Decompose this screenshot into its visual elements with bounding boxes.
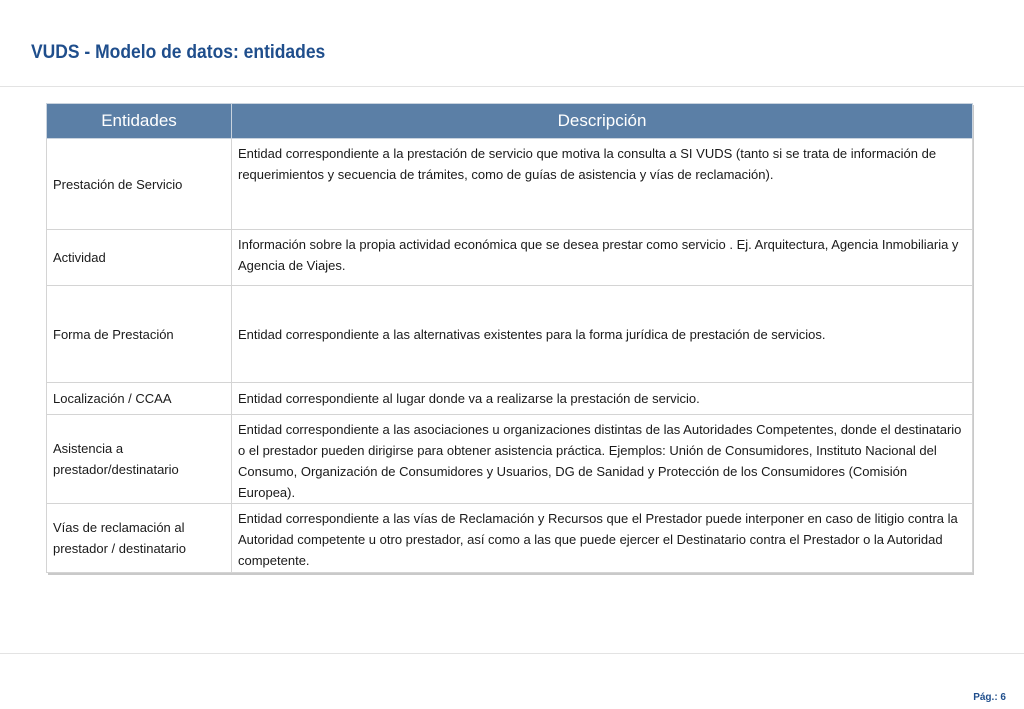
description-cell: Información sobre la propia actividad económica que se desea prestar como servicio . Ej. Arquitectura, Agencia Inmobiliaria y Agencia de Viajes.	[232, 230, 973, 286]
entity-cell: Asistencia a prestador/destinatario	[47, 415, 232, 504]
footer-divider	[0, 653, 1024, 654]
entity-cell: Localización / CCAA	[47, 383, 232, 415]
table-row	[47, 415, 973, 504]
column-header-entidades: Entidades	[47, 104, 232, 139]
entities-table	[46, 103, 973, 573]
entity-cell: Prestación de Servicio	[47, 139, 232, 230]
header-divider	[0, 86, 1024, 87]
entity-cell: Vías de reclamación al prestador / destinatario	[47, 504, 232, 573]
table-row	[47, 383, 973, 415]
entities-table-container	[46, 103, 972, 573]
column-header-descripcion: Descripción	[232, 104, 973, 139]
table-row	[47, 504, 973, 573]
table-row	[47, 286, 973, 383]
page-number: Pág.: 6	[973, 692, 1006, 703]
table-row	[47, 139, 973, 230]
description-cell: Entidad correspondiente a las alternativas existentes para la forma jurídica de prestación de servicios.	[232, 286, 973, 383]
page-title: VUDS - Modelo de datos: entidades	[31, 42, 326, 63]
description-cell: Entidad correspondiente a la prestación de servicio que motiva la consulta a SI VUDS (tanto si se trata de información de requerimientos y secuencia de trámites, como de guías de asistencia y vías de reclamación).	[232, 139, 973, 230]
description-cell: Entidad correspondiente al lugar donde va a realizarse la prestación de servicio.	[232, 383, 973, 415]
entity-cell: Actividad	[47, 230, 232, 286]
description-cell: Entidad correspondiente a las asociaciones u organizaciones distintas de las Autoridades Competentes, donde el destinatario o el prestador pueden dirigirse para obtener asistencia práctica. Ejemplos: Unión de Consumidores, Instituto Nacional del Consumo, Organización de Consumidores y Usuarios, DG de Sanidad y Protección de los Consumidores (Comisión Europea).	[232, 415, 973, 504]
entity-cell: Forma de Prestación	[47, 286, 232, 383]
table-header-row	[47, 104, 973, 139]
description-cell: Entidad correspondiente a las vías de Reclamación y Recursos que el Prestador puede interponer en caso de litigio contra la Autoridad competente u otro prestador, así como a las que puede ejercer el Destinatario contra el Prestador o la Autoridad competente.	[232, 504, 973, 573]
table-row	[47, 230, 973, 286]
